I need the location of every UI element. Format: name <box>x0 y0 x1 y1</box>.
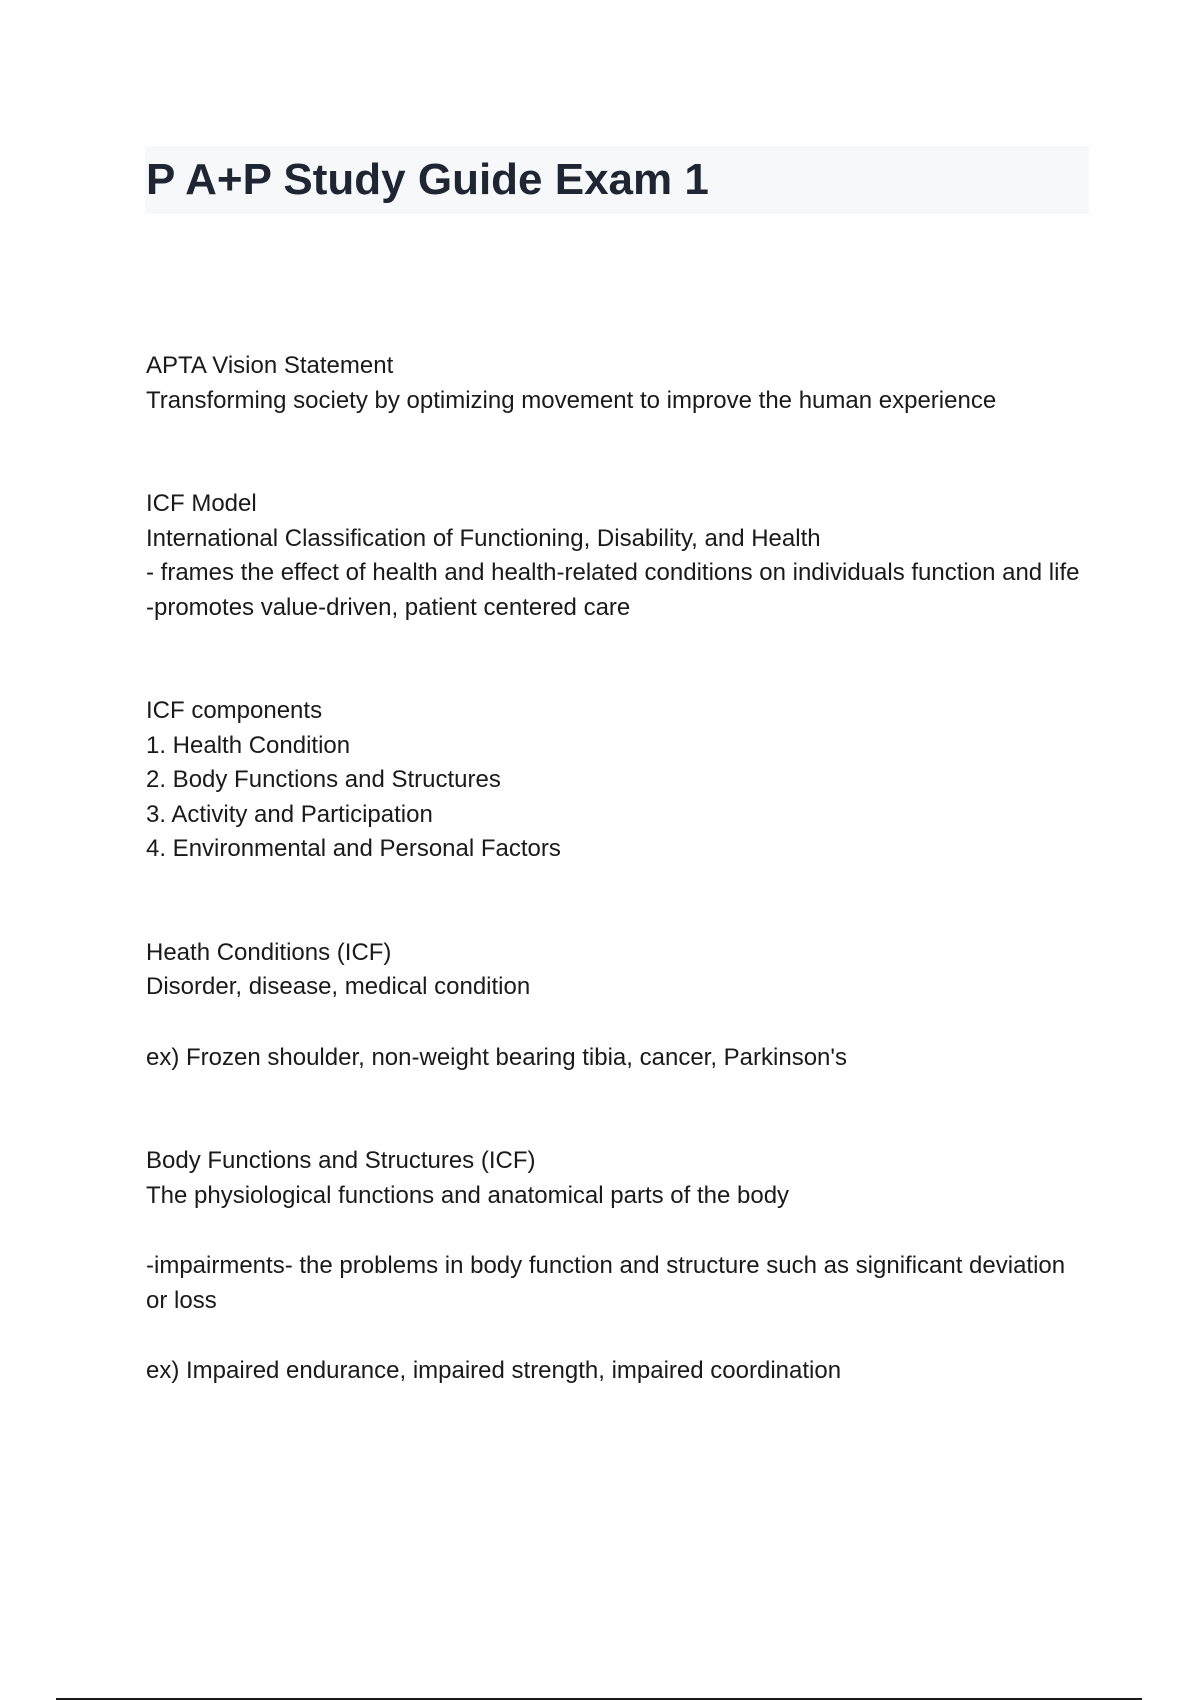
term: Body Functions and Structures (ICF) <box>146 1147 536 1174</box>
term: Heath Conditions (ICF) <box>146 938 392 966</box>
definition-line: Disorder, disease, medical condition <box>146 973 531 1000</box>
flashcard-icf-components <box>146 694 1086 867</box>
list-item: 2. Body Functions and Structures <box>146 766 501 793</box>
spacer <box>146 1213 1086 1249</box>
flashcard-health-conditions <box>146 936 1086 1076</box>
term: ICF components <box>146 697 323 724</box>
definition-line: - frames the effect of health and health-related conditions on individuals function and life <box>146 559 1080 586</box>
flashcard-icf-model <box>146 487 1086 625</box>
definition-line: International Classification of Functioning, Disability, and Health <box>146 524 821 552</box>
list-item: 3. Activity and Participation <box>146 800 433 828</box>
spacer <box>146 1005 1086 1041</box>
term: ICF Model <box>146 490 257 517</box>
example-line: ex) Frozen shoulder, non-weight bearing tibia, cancer, Parkinson's <box>146 1043 847 1071</box>
flashcard-body-functions <box>146 1144 1086 1389</box>
definition-line: The physiological functions and anatomical parts of the body <box>146 1181 790 1209</box>
document-body <box>146 349 1086 1389</box>
list-item: 4. Environmental and Personal Factors <box>146 835 561 862</box>
definition-line: Transforming society by optimizing movement to improve the human experience <box>146 386 997 414</box>
definition-line: -impairments- the problems in body function and structure such as significant deviation or loss <box>146 1252 1066 1314</box>
spacer <box>146 1318 1086 1354</box>
definition-line: -promotes value-driven, patient centered care <box>146 593 631 621</box>
list-item: 1. Health Condition <box>146 731 351 759</box>
example-line: ex) Impaired endurance, impaired strength, impaired coordination <box>146 1357 842 1384</box>
flashcard-apta-vision <box>146 349 1086 418</box>
term: APTA Vision Statement <box>146 352 394 379</box>
page-title: P A+P Study Guide Exam 1 <box>146 155 709 204</box>
